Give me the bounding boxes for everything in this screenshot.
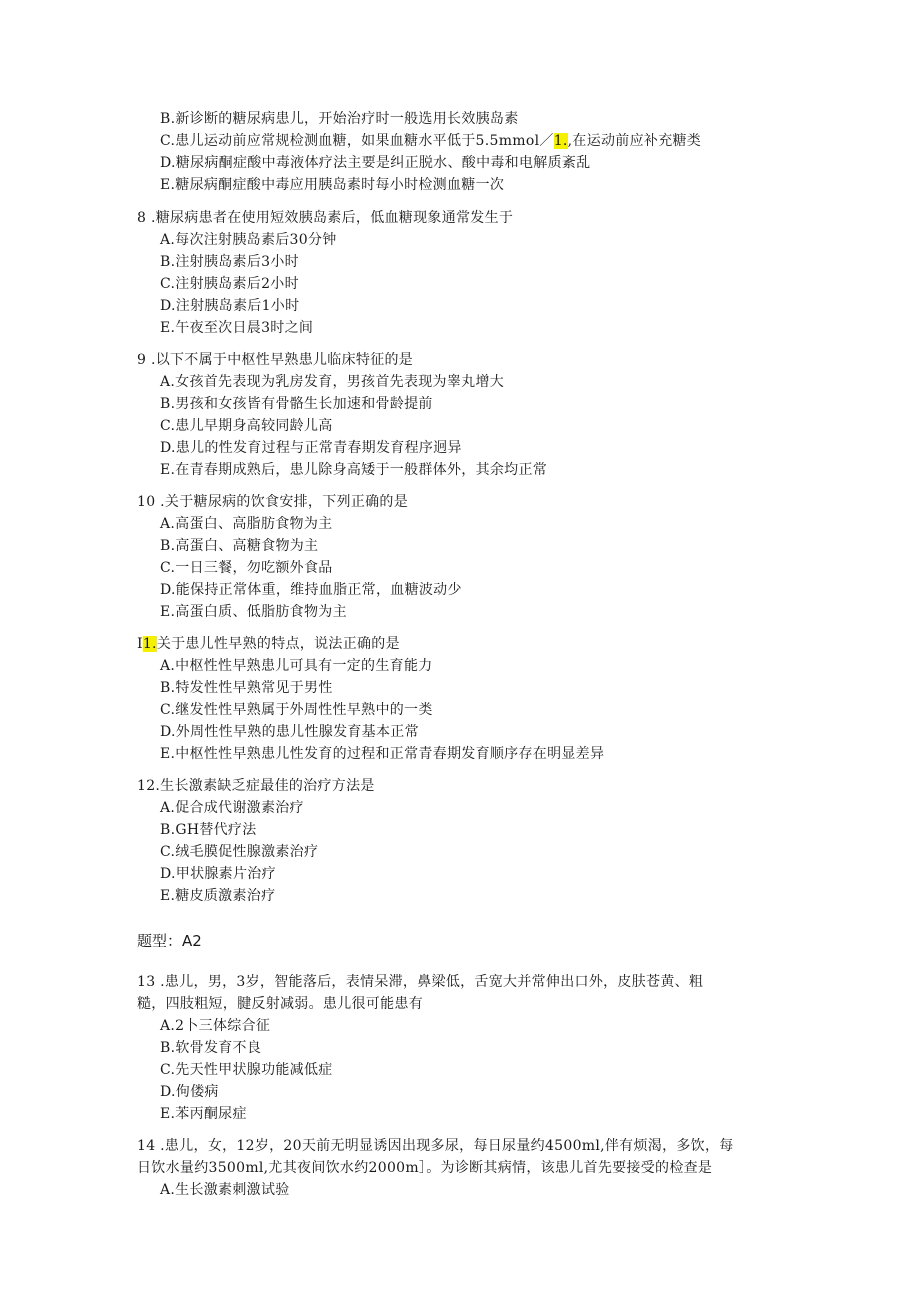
question-14-stem-line1: 14 .患儿，女，12岁，20天前无明显诱因出现多尿，每日尿量约4500ml,伴有烦渴，多饮，每 bbox=[137, 1138, 734, 1154]
q12-option-b: B.GH替代疗法 bbox=[160, 822, 257, 838]
q10-option-e: E.高蛋白质、低脂肪食物为主 bbox=[160, 604, 347, 620]
q13-option-b: B.软骨发育不良 bbox=[160, 1040, 262, 1056]
q8-option-d: D.注射胰岛素后1小时 bbox=[160, 298, 300, 314]
question-8-stem: 8 .糖尿病患者在使用短效胰岛素后，低血糖现象通常发生于 bbox=[137, 210, 514, 226]
q13-option-a: A.2卜三体综合征 bbox=[160, 1018, 271, 1034]
option-e: E.糖尿病酮症酸中毒应用胰岛素时每小时检测血糖一次 bbox=[160, 177, 505, 193]
q11-prefix: I bbox=[137, 636, 143, 652]
question-12-stem: 12.生长激素缺乏症最佳的治疗方法是 bbox=[137, 778, 375, 794]
q12-option-e: E.糖皮质激素治疗 bbox=[160, 888, 276, 904]
q9-option-a: A.女孩首先表现为乳房发育，男孩首先表现为睾丸增大 bbox=[160, 374, 505, 390]
question-14-stem-line2: 日饮水量约3500ml,尤其夜间饮水约2000m］。为诊断其病情，该患儿首先要接受的检查是 bbox=[137, 1160, 713, 1176]
q13-option-d: D.佝偻病 bbox=[160, 1084, 219, 1100]
q11-option-b: B.特发性性早熟常见于男性 bbox=[160, 680, 333, 696]
highlighted-text: 1. bbox=[553, 133, 568, 149]
option-d: D.糖尿病酮症酸中毒液体疗法主要是纠正脱水、酸中毒和电解质紊乱 bbox=[160, 155, 591, 171]
question-11-stem bbox=[137, 634, 400, 654]
option-c-text-tail: ,在运动前应补充糖类 bbox=[567, 133, 702, 149]
q12-option-c: C.绒毛膜促性腺激素治疗 bbox=[160, 844, 319, 860]
q12-option-d: D.甲状腺素片治疗 bbox=[160, 866, 276, 882]
question-10-stem: 10 .关于糖尿病的饮食安排，下列正确的是 bbox=[137, 494, 409, 510]
q8-option-e: E.午夜至次日晨3时之间 bbox=[160, 320, 314, 336]
q11-option-c: C.继发性性早熟属于外周性性早熟中的一类 bbox=[160, 702, 433, 718]
q13-option-e: E.苯丙酮尿症 bbox=[160, 1106, 247, 1122]
question-13-stem-line1: 13 .患儿，男，3岁，智能落后，表情呆滞，鼻梁低，舌宽大并常伸出口外，皮肤苍黄、粗 bbox=[137, 974, 704, 990]
q8-option-b: B.注射胰岛素后3小时 bbox=[160, 254, 299, 270]
question-9-stem: 9 .以下不属于中枢性早熟患儿临床特征的是 bbox=[137, 352, 414, 368]
q10-option-c: C.一日三餐，勿吃额外食品 bbox=[160, 560, 333, 576]
option-c bbox=[160, 131, 701, 151]
q10-option-d: D.能保持正常体重，维持血脂正常，血糖波动少 bbox=[160, 582, 462, 598]
highlighted-text: 1. bbox=[142, 636, 157, 652]
q11-option-a: A.中枢性性早熟患儿可具有一定的生育能力 bbox=[160, 658, 433, 674]
question-13-stem-line2: 糙，四肢粗短，腱反射减弱。患儿很可能患有 bbox=[137, 996, 423, 1012]
q9-option-c: C.患儿早期身高较同龄儿高 bbox=[160, 418, 333, 434]
q8-option-c: C.注射胰岛素后2小时 bbox=[160, 276, 299, 292]
q8-option-a: A.每次注射胰岛素后30分钟 bbox=[160, 232, 337, 248]
q10-option-a: A.高蛋白、高脂肪食物为主 bbox=[160, 516, 333, 532]
q13-option-c: C.先天性甲状腺功能减低症 bbox=[160, 1062, 333, 1078]
q9-option-b: B.男孩和女孩皆有骨骼生长加速和骨龄提前 bbox=[160, 396, 433, 412]
option-b: B.新诊断的糖尿病患儿，开始治疗时一般选用长效胰岛素 bbox=[160, 111, 519, 127]
section-heading: 题型：A2 bbox=[137, 932, 202, 950]
q14-option-a: A.生长激素刺激试验 bbox=[160, 1182, 290, 1198]
q12-option-a: A.促合成代谢激素治疗 bbox=[160, 800, 304, 816]
q11-stem-text: 关于患儿性早熟的特点，说法正确的是 bbox=[156, 636, 400, 652]
q9-option-d: D.患儿的性发育过程与正常青春期发育程序迥异 bbox=[160, 440, 462, 456]
q11-option-e: E.中枢性性早熟患儿性发育的过程和正常青春期发育顺序存在明显差异 bbox=[160, 746, 605, 762]
q10-option-b: B.高蛋白、高糖食物为主 bbox=[160, 538, 319, 554]
option-c-text: C.患儿运动前应常规检测血糖，如果血糖水平低于5.5mmol／ bbox=[160, 133, 554, 149]
q9-option-e: E.在青春期成熟后，患儿除身高矮于一般群体外，其余均正常 bbox=[160, 462, 548, 478]
q11-option-d: D.外周性性早熟的患儿性腺发育基本正常 bbox=[160, 724, 419, 740]
